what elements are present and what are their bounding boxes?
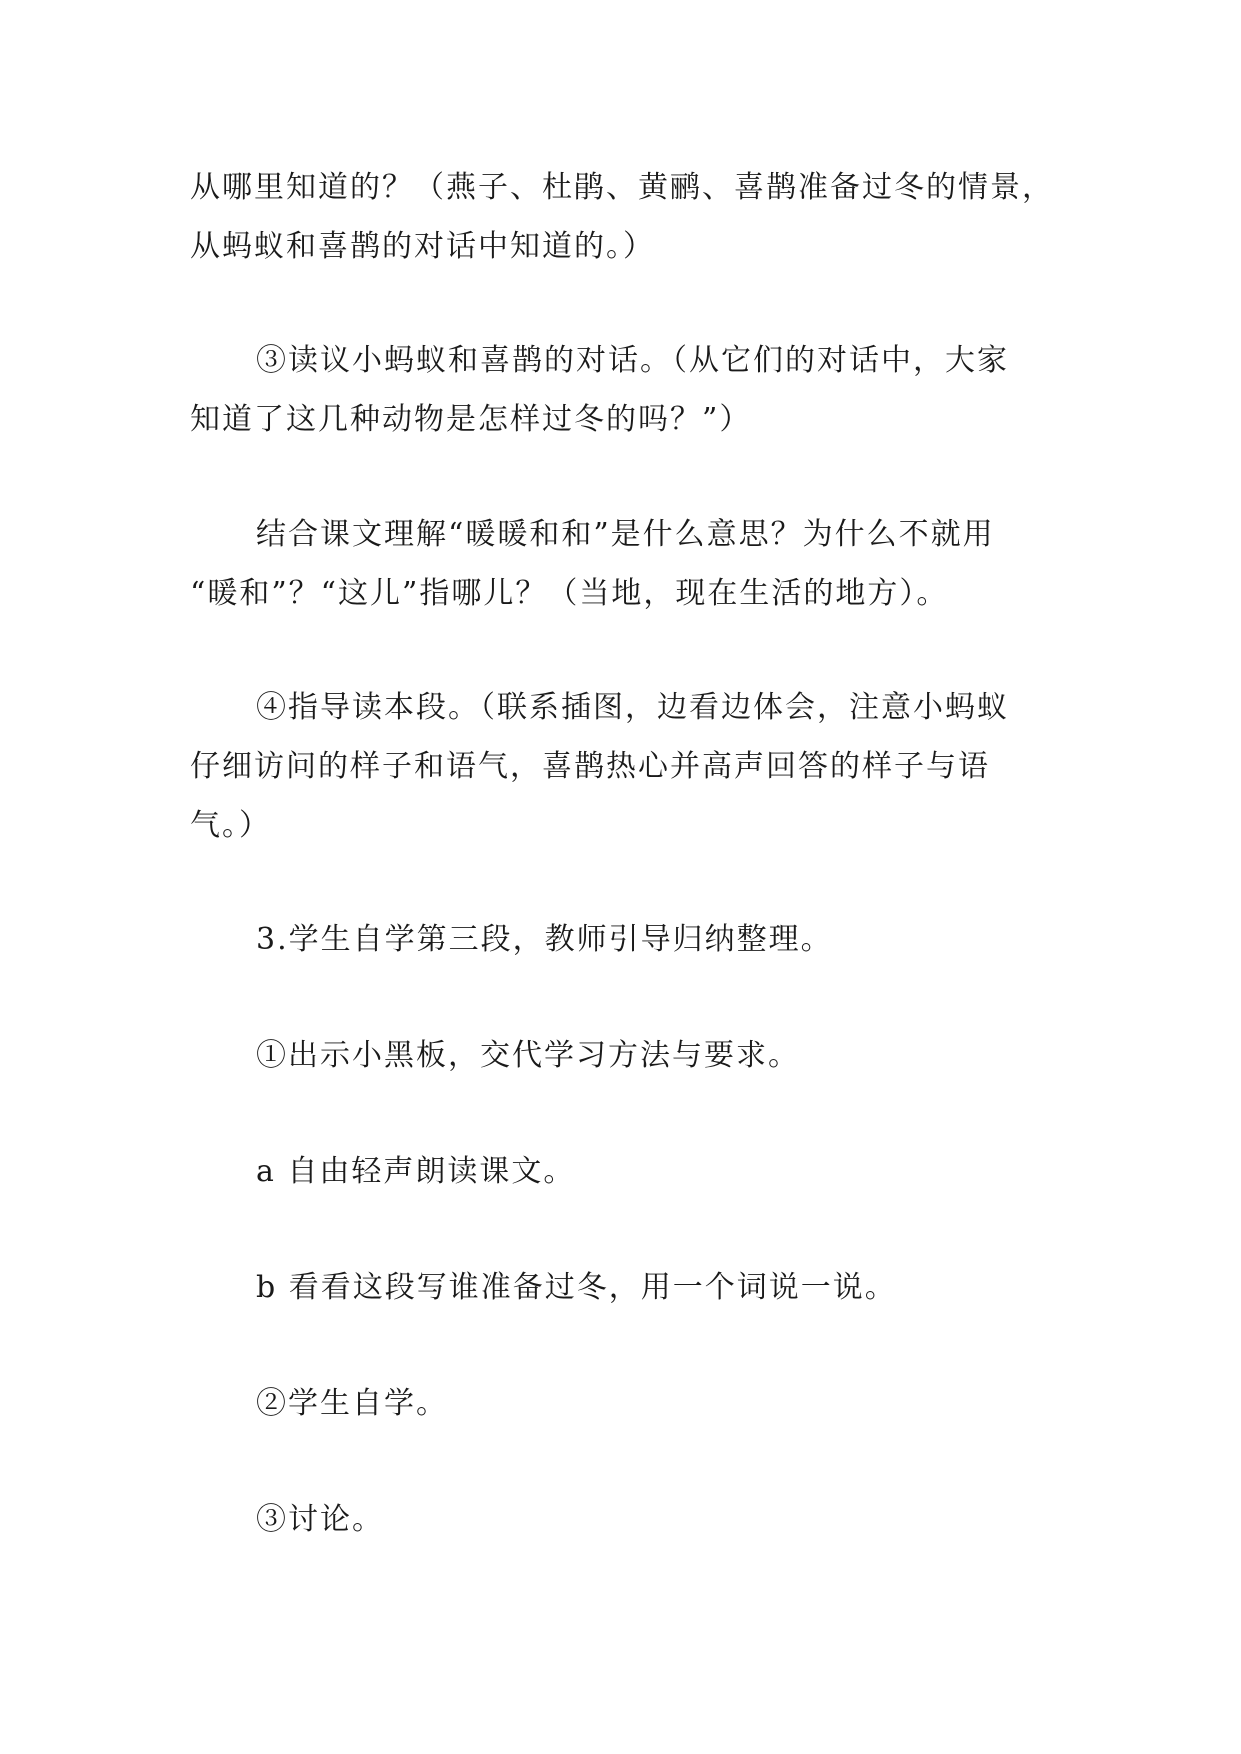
paragraph-line: ③讨论。 xyxy=(256,1502,384,1537)
paragraph-7 xyxy=(190,1142,1050,1201)
paragraph-line: ①出示小黑板，交代学习方法与要求。 xyxy=(256,1038,800,1073)
paragraph-5 xyxy=(190,910,1050,969)
paragraph-4 xyxy=(190,678,1050,855)
paragraph-1 xyxy=(190,158,1054,276)
paragraph-line: ③读议小蚂蚁和喜鹊的对话。（从它们的对话中，大家 xyxy=(256,343,1009,378)
paragraph-line: 结合课文理解“暖暖和和”是什么意思？为什么不就用 xyxy=(256,517,995,552)
paragraph-10 xyxy=(190,1490,1050,1549)
paragraph-line: 仔细访问的样子和语气，喜鹊热心并高声回答的样子与语 xyxy=(190,749,990,784)
paragraph-line: 从蚂蚁和喜鹊的对话中知道的。） xyxy=(190,229,655,264)
paragraph-9 xyxy=(190,1374,1050,1433)
paragraph-line: 知道了这几种动物是怎样过冬的吗？”） xyxy=(190,402,752,437)
paragraph-line: ④指导读本段。（联系插图，边看边体会，注意小蚂蚁 xyxy=(256,690,1009,725)
paragraph-2 xyxy=(190,331,1050,449)
paragraph-line: 从哪里知道的？（燕子、杜鹃、黄鹂、喜鹊准备过冬的情景， xyxy=(190,170,1054,205)
paragraph-line: a 自由轻声朗读课文。 xyxy=(256,1154,576,1189)
paragraph-line: b 看看这段写谁准备过冬，用一个词说一说。 xyxy=(256,1270,897,1305)
paragraph-line: ②学生自学。 xyxy=(256,1386,448,1421)
paragraph-8 xyxy=(190,1258,1050,1317)
paragraph-line: 3.学生自学第三段，教师引导归纳整理。 xyxy=(256,922,833,957)
paragraph-6 xyxy=(190,1026,1050,1085)
paragraph-3 xyxy=(190,505,1050,623)
paragraph-line: 气。） xyxy=(190,808,271,843)
paragraph-line: “暖和”？“这儿”指哪儿？（当地，现在生活的地方）。 xyxy=(190,576,949,611)
